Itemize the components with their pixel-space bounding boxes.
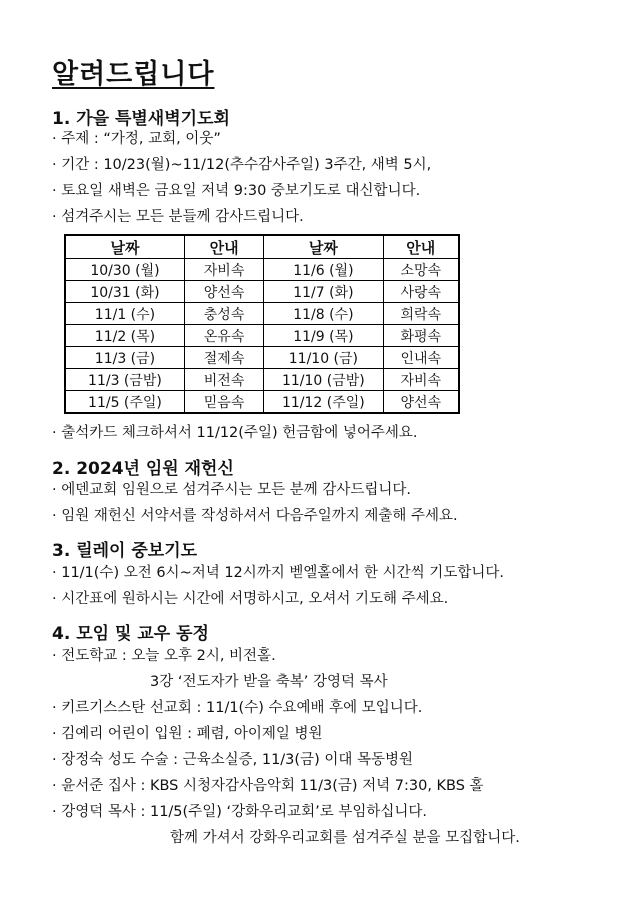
section-4-line-6: · 윤서준 집사 : KBS 시청자감사음악회 11/3(금) 저녁 7:30, KBS 홀 — [52, 778, 484, 794]
table-row — [65, 259, 459, 281]
table-cell: 11/2 (목) — [65, 325, 184, 347]
table-cell: 자비속 — [184, 259, 263, 281]
table-cell: 충성속 — [184, 303, 263, 325]
table-row — [65, 347, 459, 369]
table-cell: 11/1 (수) — [65, 303, 184, 325]
table-cell: 11/7 (화) — [264, 281, 383, 303]
table-cell: 11/9 (목) — [264, 325, 383, 347]
table-cell: 자비속 — [383, 369, 459, 391]
table-cell: 사랑속 — [383, 281, 459, 303]
section-1-line-1: · 주제 : “가정, 교회, 이웃” — [52, 131, 221, 147]
page-title: 알려드립니다 — [52, 59, 215, 90]
table-header-row — [65, 235, 459, 259]
table-cell: 희락속 — [383, 303, 459, 325]
table-cell: 비전속 — [184, 369, 263, 391]
section-1-line-3: · 토요일 새벽은 금요일 저녁 9:30 중보기도로 대신합니다. — [52, 183, 421, 199]
header-info-2: 안내 — [383, 235, 459, 259]
table-cell: 11/12 (주일) — [264, 391, 383, 414]
table-cell: 11/3 (금밤) — [65, 369, 184, 391]
table-cell: 온유속 — [184, 325, 263, 347]
section-2-line-2: · 임원 재헌신 서약서를 작성하셔서 다음주일까지 제출해 주세요. — [52, 508, 458, 524]
section-2-line-1: · 에덴교회 임원으로 섬겨주시는 모든 분께 감사드립니다. — [52, 482, 412, 498]
table-cell: 양선속 — [184, 281, 263, 303]
table-cell: 화평속 — [383, 325, 459, 347]
table-cell: 11/10 (금밤) — [264, 369, 383, 391]
section-1-after-table: · 출석카드 체크하셔서 11/12(주일) 헌금함에 넣어주세요. — [52, 425, 418, 441]
table-row — [65, 281, 459, 303]
table-cell: 11/6 (월) — [264, 259, 383, 281]
table-row — [65, 391, 459, 414]
table-cell: 인내속 — [383, 347, 459, 369]
section-1-line-4: · 섬겨주시는 모든 분들께 감사드립니다. — [52, 209, 304, 225]
section-4-line-7: · 강영덕 목사 : 11/5(주일) ‘강화우리교회’로 부임하십니다. — [52, 804, 427, 820]
section-4-line-5: · 장정숙 성도 수술 : 근육소실증, 11/3(금) 이대 목동병원 — [52, 752, 413, 768]
section-4-heading: 4. 모임 및 교우 동정 — [52, 624, 209, 644]
table-cell: 10/31 (화) — [65, 281, 184, 303]
section-4-line-8: 함께 가셔서 강화우리교회를 섬겨주실 분을 모집합니다. — [170, 830, 520, 846]
table-cell: 양선속 — [383, 391, 459, 414]
section-4-line-1: · 전도학교 : 오늘 오후 2시, 비전홀. — [52, 648, 276, 664]
section-3-heading: 3. 릴레이 중보기도 — [52, 541, 198, 561]
header-info-1: 안내 — [184, 235, 263, 259]
table-cell: 11/10 (금) — [264, 347, 383, 369]
section-4-line-3: · 키르기스스탄 선교회 : 11/1(수) 수요예배 후에 모입니다. — [52, 700, 423, 716]
table-cell: 절제속 — [184, 347, 263, 369]
table-cell: 11/8 (수) — [264, 303, 383, 325]
section-4-line-4: · 김예리 어린이 입원 : 폐렴, 아이제일 병원 — [52, 726, 323, 742]
table-cell: 소망속 — [383, 259, 459, 281]
table-cell: 믿음속 — [184, 391, 263, 414]
section-3-line-1: · 11/1(수) 오전 6시~저녁 12시까지 벧엘홀에서 한 시간씩 기도합니다. — [52, 565, 504, 581]
section-1-line-2: · 기간 : 10/23(월)~11/12(추수감사주일) 3주간, 새벽 5시, — [52, 157, 432, 173]
table-cell: 11/3 (금) — [65, 347, 184, 369]
table-cell: 11/5 (주일) — [65, 391, 184, 414]
section-2-heading: 2. 2024년 임원 재헌신 — [52, 459, 234, 479]
section-4-line-2: 3강 ‘전도자가 받을 축복’ 강영덕 목사 — [150, 674, 388, 690]
table-row — [65, 303, 459, 325]
header-date-2: 날짜 — [264, 235, 383, 259]
table-row — [65, 325, 459, 347]
table-row — [65, 369, 459, 391]
table-cell: 10/30 (월) — [65, 259, 184, 281]
header-date-1: 날짜 — [65, 235, 184, 259]
schedule-table — [64, 234, 460, 414]
section-1-heading: 1. 가을 특별새벽기도회 — [52, 109, 230, 129]
section-3-line-2: · 시간표에 원하시는 시간에 서명하시고, 오셔서 기도해 주세요. — [52, 591, 449, 607]
